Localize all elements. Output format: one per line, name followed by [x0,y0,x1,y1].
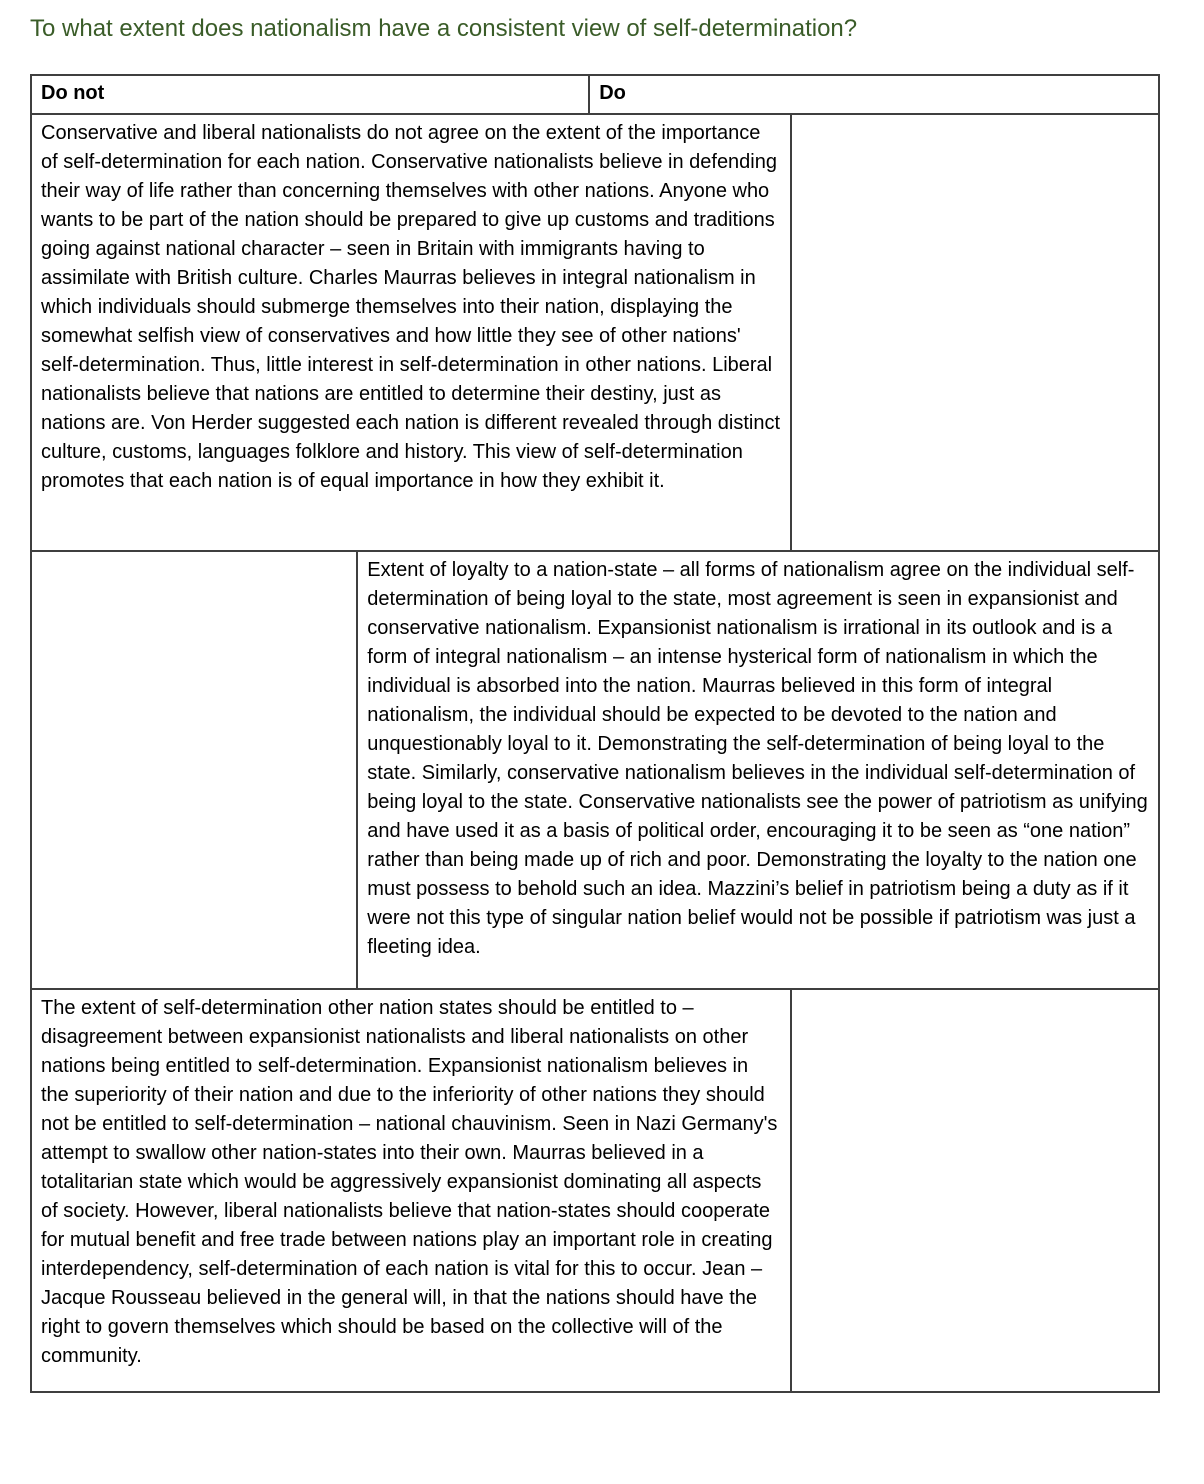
do-not-cell-extent-self-determination: The extent of self-determination other nation states should be entitled to – disagreement between expansionist nationalists and liberal nationalists on other nations being entitled to self-determination. Expansionist nationalism believes in the superiority of their nation and due to the inferiority of other nations they should not be entitled to self-determination – national chauvinism. Seen in Nazi Germany's attempt to swallow other nation-states into their own. Maurras believed in a totalitarian state which would be aggressively expansionist dominating all aspects of society. However, liberal nationalists believe that nation-states should cooperate for mutual benefit and free trade between nations play an important role in creating interdependency, self-determination of each nation is vital for this to occur. Jean – Jacque Rousseau believed in the general will, in that the nations should have the right to govern themselves which should be based on the collective will of the community. [41,997,778,1367]
header-cell-do-not: Do not [41,82,105,104]
do-do-not-table [30,74,1160,1393]
do-cell-empty [790,115,1158,550]
header-cell-do: Do [588,76,1158,113]
table-row [32,988,1158,1391]
table-row [32,113,1158,550]
do-cell-loyalty-nation-state: Extent of loyalty to a nation-state – all forms of nationalism agree on the individual self-determination of being loyal to the state, most agreement is seen in expansionist and conservative nationalism. Expansionist nationalism is irrational in its outlook and is a form of integral nationalism – an intense hysterical form of nationalism in which the individual is absorbed into the nation. Maurras believed in this form of integral nationalism, the individual should be expected to be devoted to the nation and unquestionably loyal to it. Demonstrating the self-determination of being loyal to the state. Similarly, conservative nationalism believes in the individual self-determination of being loyal to the state. Conservative nationalists see the power of patriotism as unifying and have used it as a basis of political order, encouraging it to be seen as “one nation” rather than being made up of rich and poor. Demonstrating the loyalty to the nation one must possess to behold such an idea. Mazzini’s belief in patriotism being a duty as if it were not this type of singular nation belief would not be possible if patriotism was just a fleeting idea. [356,552,1158,988]
do-not-cell-conservative-liberal: Conservative and liberal nationalists do not agree on the extent of the importance of self-determination for each nation. Conservative nationalists believe in defending their way of life rather than concerning themselves with other nations. Anyone who wants to be part of the nation should be prepared to give up customs and traditions going against national character – seen in Britain with immigrants having to assimilate with British culture. Charles Maurras believes in integral nationalism in which individuals should submerge themselves into their nation, displaying the somewhat selfish view of conservatives and how little they see of other nations' self-determination. Thus, little interest in self-determination in other nations. Liberal nationalists believe that nations are entitled to determine their destiny, just as nations are. Von Herder suggested each nation is different revealed through distinct culture, customs, languages folklore and history. This view of self-determination promotes that each nation is of equal importance in how they exhibit it. [41,122,780,492]
table-row [32,550,1158,988]
page-title: To what extent does nationalism have a consistent view of self-determination? [30,15,858,42]
table-header-row [32,76,1158,113]
do-cell-empty [790,990,1158,1391]
do-not-cell-empty [32,552,356,988]
